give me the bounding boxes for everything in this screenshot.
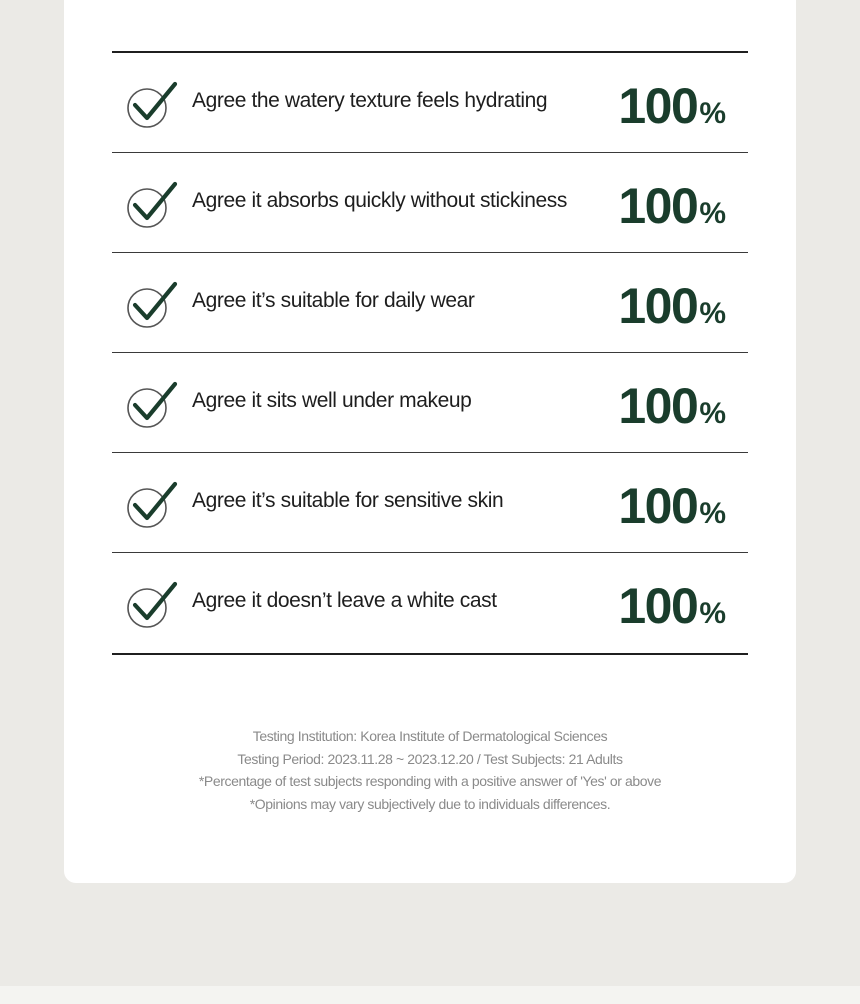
survey-results-table [112,51,748,655]
percent-value [618,79,726,133]
check-circle-icon [126,379,180,429]
table-row [112,153,748,253]
percent-sign: % [699,97,726,130]
table-row [112,253,748,353]
percent-number: 100 [618,78,698,134]
survey-statement: Agree it doesn’t leave a white cast [192,589,497,612]
percent-number: 100 [618,278,698,334]
percent-value [618,479,726,533]
percentage-disclaimer: *Percentage of test subjects responding with a positive answer of 'Yes' or above [198,773,662,789]
survey-statement: Agree the watery texture feels hydrating [192,89,548,112]
survey-statement: Agree it’s suitable for sensitive skin [192,489,504,512]
table-row [112,453,748,553]
percent-number: 100 [618,178,698,234]
table-row [112,353,748,453]
percent-value [618,179,726,233]
table-row [112,553,748,653]
check-circle-icon [126,179,180,229]
check-circle-icon [126,279,180,329]
percent-sign: % [699,597,726,630]
testing-notes [64,725,796,815]
survey-statement: Agree it sits well under makeup [192,389,472,412]
check-circle-icon [126,579,180,629]
percent-number: 100 [618,378,698,434]
opinion-disclaimer: *Opinions may vary subjectively due to individuals differences. [249,795,611,812]
testing-period-note: Testing Period: 2023.11.28 ~ 2023.12.20 / Test Subjects: 21 Adults [237,750,623,767]
percent-value [618,579,726,633]
survey-statement: Agree it absorbs quickly without stickiness [192,189,567,212]
bottom-strip [0,986,860,1004]
testing-institution-note: Testing Institution: Korea Institute of Dermatological Sciences [252,728,608,744]
check-circle-icon [126,79,180,129]
percent-sign: % [699,197,726,230]
survey-statement: Agree it’s suitable for daily wear [192,289,475,312]
check-circle-icon [126,479,180,529]
table-row [112,53,748,153]
percent-number: 100 [618,578,698,634]
percent-sign: % [699,397,726,430]
percent-number: 100 [618,478,698,534]
percent-sign: % [699,497,726,530]
percent-sign: % [699,297,726,330]
percent-value [618,379,726,433]
percent-value [618,279,726,333]
